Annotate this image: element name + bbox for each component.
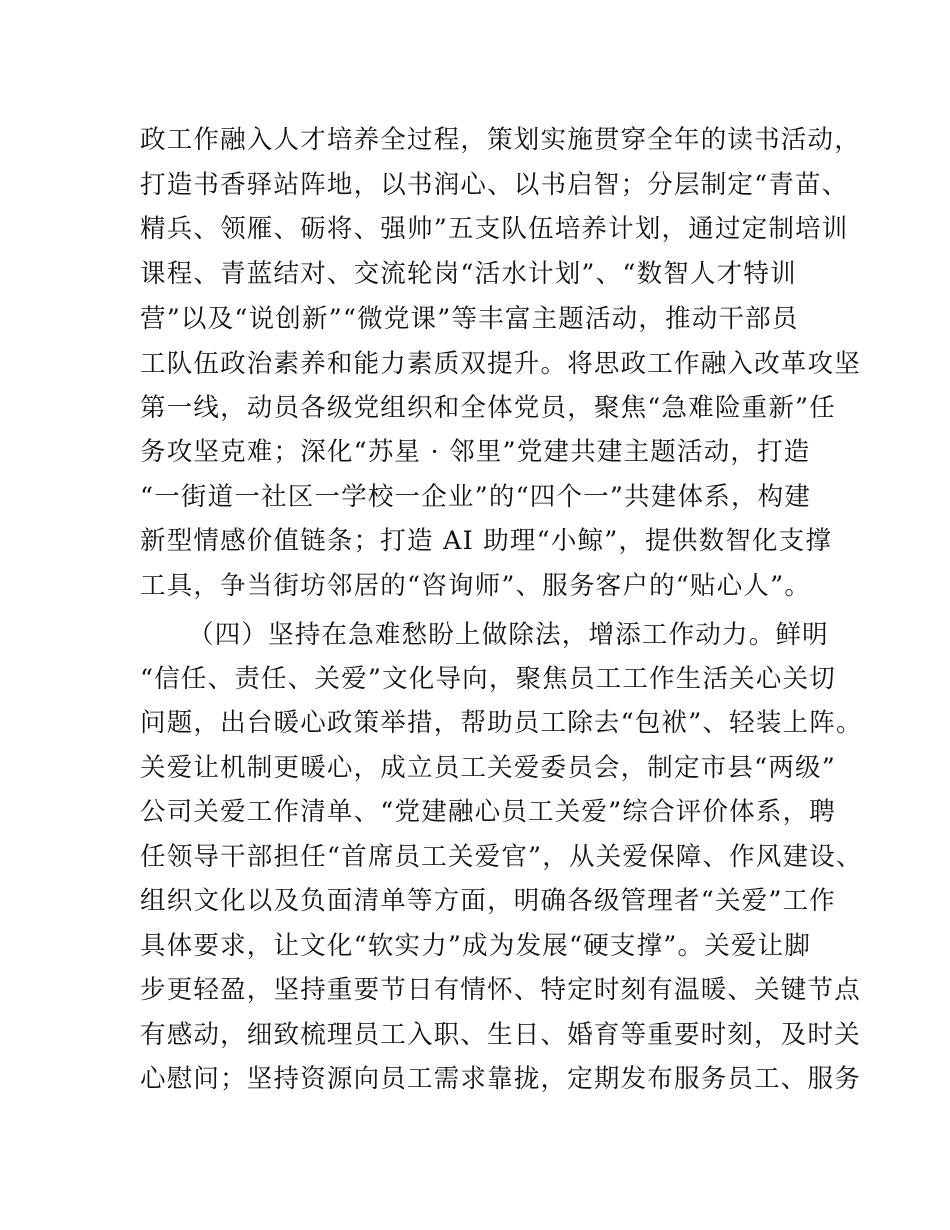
text-line: 有感动，细致梳理员工入职、生日、婚育等重要时刻，及时关 <box>140 1020 861 1050</box>
text-line: 第一线，动员各级党组织和全体党员，聚焦“急难险重新”任 <box>140 393 836 423</box>
text-line: 具体要求，让文化“软实力”成为发展“硬支撑”。关爱让脚 <box>140 931 812 961</box>
text-line: 心慰问；坚持资源向员工需求靠拢，定期发布服务员工、服务 <box>140 1064 861 1094</box>
text-line: 公司关爱工作清单、“党建融心员工关爱”综合评价体系，聘 <box>140 797 836 827</box>
text-line: 营”以及“说创新”“微党课”等丰富主题活动，推动干部员 <box>140 304 799 334</box>
text-line: 课程、青蓝结对、交流轮岗“活水计划”、“数智人才特训 <box>140 259 797 289</box>
text-line: 工具，争当街坊邻居的“咨询师”、服务客户的“贴心人”。 <box>140 571 812 601</box>
text-line: 任领导干部担任“首席员工关爱官”，从关爱保障、作风建设、 <box>140 842 863 872</box>
text-line: 新型情感价值链条；打造 AI 助理“小鲸”，提供数智化支撑 <box>140 526 833 556</box>
text-line: 工队伍政治素养和能力素质双提升。将思政工作融入改革攻坚 <box>140 349 861 379</box>
text-line: 组织文化以及负面清单等方面，明确各级管理者“关爱”工作 <box>140 886 836 916</box>
text-line: 打造书香驿站阵地，以书润心、以书启智；分层制定“青苗、 <box>140 170 849 200</box>
text-line: 精兵、领雁、砺将、强帅”五支队伍培养计划，通过定制培训 <box>140 214 849 244</box>
text-line: 步更轻盈，坚持重要节日有情怀、特定时刻有温暖、关键节点 <box>140 975 861 1005</box>
text-line: 问题，出台暖心政策举措，帮助员工除去“包袱”、轻装上阵。 <box>140 708 863 738</box>
text-line: 务攻坚克难；深化“苏星 · 邻里”党建共建主题活动，打造 <box>140 437 811 467</box>
section-heading-line: （四）坚持在急难愁盼上做除法，增添工作动力。鲜明 <box>188 620 829 650</box>
text-line: 关爱让机制更暖心，成立员工关爱委员会，制定市县“两级” <box>140 753 836 783</box>
text-line: “一街道一社区一学校一企业”的“四个一”共建体系，构建 <box>140 482 812 512</box>
text-line: “信任、责任、关爱”文化导向，聚焦员工工作生活关心关切 <box>140 664 836 694</box>
text-line: 政工作融入人才培养全过程，策划实施贯穿全年的读书活动， <box>140 125 861 155</box>
